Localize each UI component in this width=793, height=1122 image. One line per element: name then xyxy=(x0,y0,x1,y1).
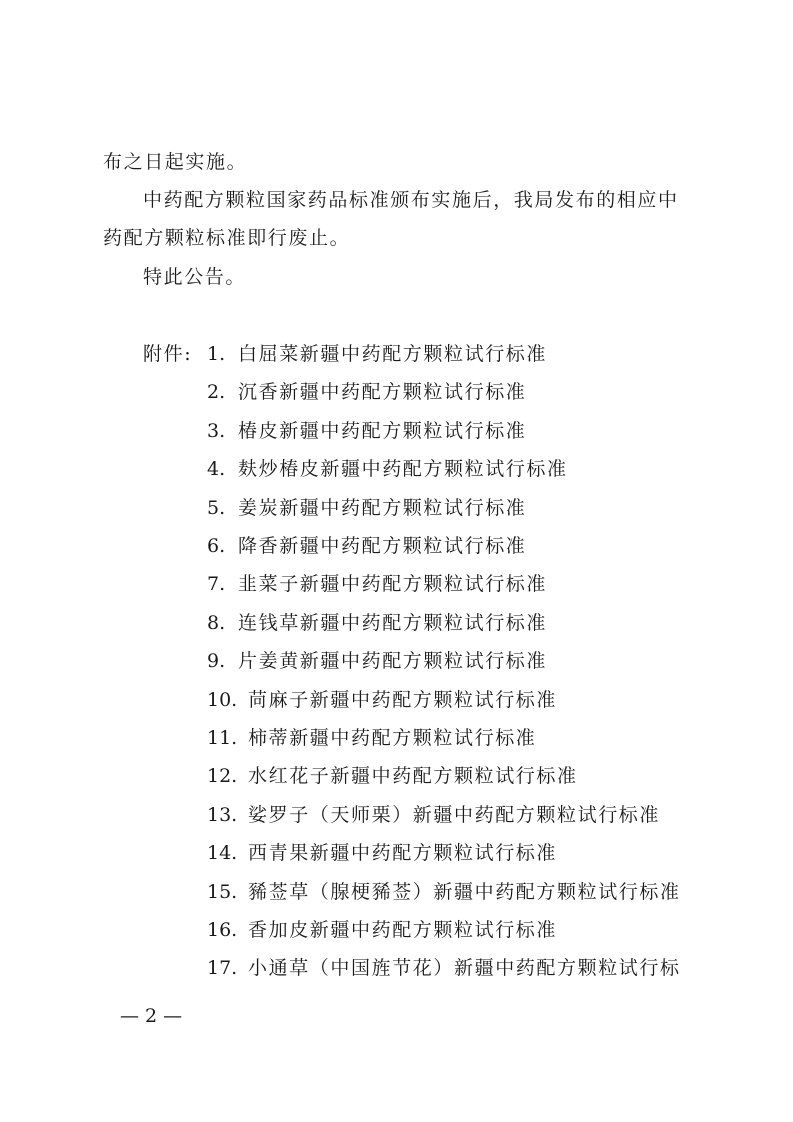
attachment-title: 小通草（中国旌节花）新疆中药配方颗粒试行标 xyxy=(248,957,681,979)
attachment-number: 5. xyxy=(207,497,226,519)
page-number: — 2 — xyxy=(120,1005,183,1027)
attachment-number: 11. xyxy=(207,727,238,749)
closing-statement: 特此公告。 xyxy=(143,266,247,288)
attachment-number: 2. xyxy=(207,381,226,403)
attachment-number: 7. xyxy=(207,573,226,595)
attachment-title: 韭菜子新疆中药配方颗粒试行标准 xyxy=(238,573,548,595)
attachment-title: 水红花子新疆中药配方颗粒试行标准 xyxy=(248,765,578,787)
attachment-title: 白屈菜新疆中药配方颗粒试行标准 xyxy=(238,343,548,365)
attachment-title: 豨莶草（腺梗豨莶）新疆中药配方颗粒试行标准 xyxy=(248,881,681,903)
attachment-title: 姜炭新疆中药配方颗粒试行标准 xyxy=(238,497,527,519)
attachment-title: 椿皮新疆中药配方颗粒试行标准 xyxy=(238,420,527,442)
attachment-number: 12. xyxy=(207,765,238,787)
attachment-title: 连钱草新疆中药配方颗粒试行标准 xyxy=(238,612,548,634)
attachment-title: 沉香新疆中药配方颗粒试行标准 xyxy=(238,381,527,403)
attachment-title: 香加皮新疆中药配方颗粒试行标准 xyxy=(248,919,558,941)
attachment-number: 8. xyxy=(207,612,226,634)
attachment-number: 1. xyxy=(207,343,226,365)
attachment-number: 3. xyxy=(207,420,226,442)
attachment-title: 苘麻子新疆中药配方颗粒试行标准 xyxy=(248,689,558,711)
attachment-number: 14. xyxy=(207,842,238,864)
attachment-number: 6. xyxy=(207,535,226,557)
attachment-title: 西青果新疆中药配方颗粒试行标准 xyxy=(248,842,558,864)
attachment-number: 4. xyxy=(207,458,226,480)
attachment-number: 15. xyxy=(207,881,238,903)
attachment-number: 9. xyxy=(207,650,226,672)
paragraph-continuation: 布之日起实施。 xyxy=(103,151,248,173)
attachment-title: 降香新疆中药配方颗粒试行标准 xyxy=(238,535,527,557)
attachment-title: 娑罗子（天师栗）新疆中药配方颗粒试行标准 xyxy=(248,804,661,826)
attachment-title: 柿蒂新疆中药配方颗粒试行标准 xyxy=(248,727,537,749)
attachment-number: 17. xyxy=(207,957,238,979)
attachment-title: 麸炒椿皮新疆中药配方颗粒试行标准 xyxy=(238,458,568,480)
attachment-number: 13. xyxy=(207,804,238,826)
attachments-label: 附件: xyxy=(143,343,193,365)
attachment-number: 10. xyxy=(207,689,238,711)
paragraph-line: 中药配方颗粒国家药品标准颁布实施后，我局发布的相应中 xyxy=(143,189,679,211)
attachment-title: 片姜黄新疆中药配方颗粒试行标准 xyxy=(238,650,548,672)
attachment-number: 16. xyxy=(207,919,238,941)
paragraph-line: 药配方颗粒标准即行废止。 xyxy=(103,227,351,249)
